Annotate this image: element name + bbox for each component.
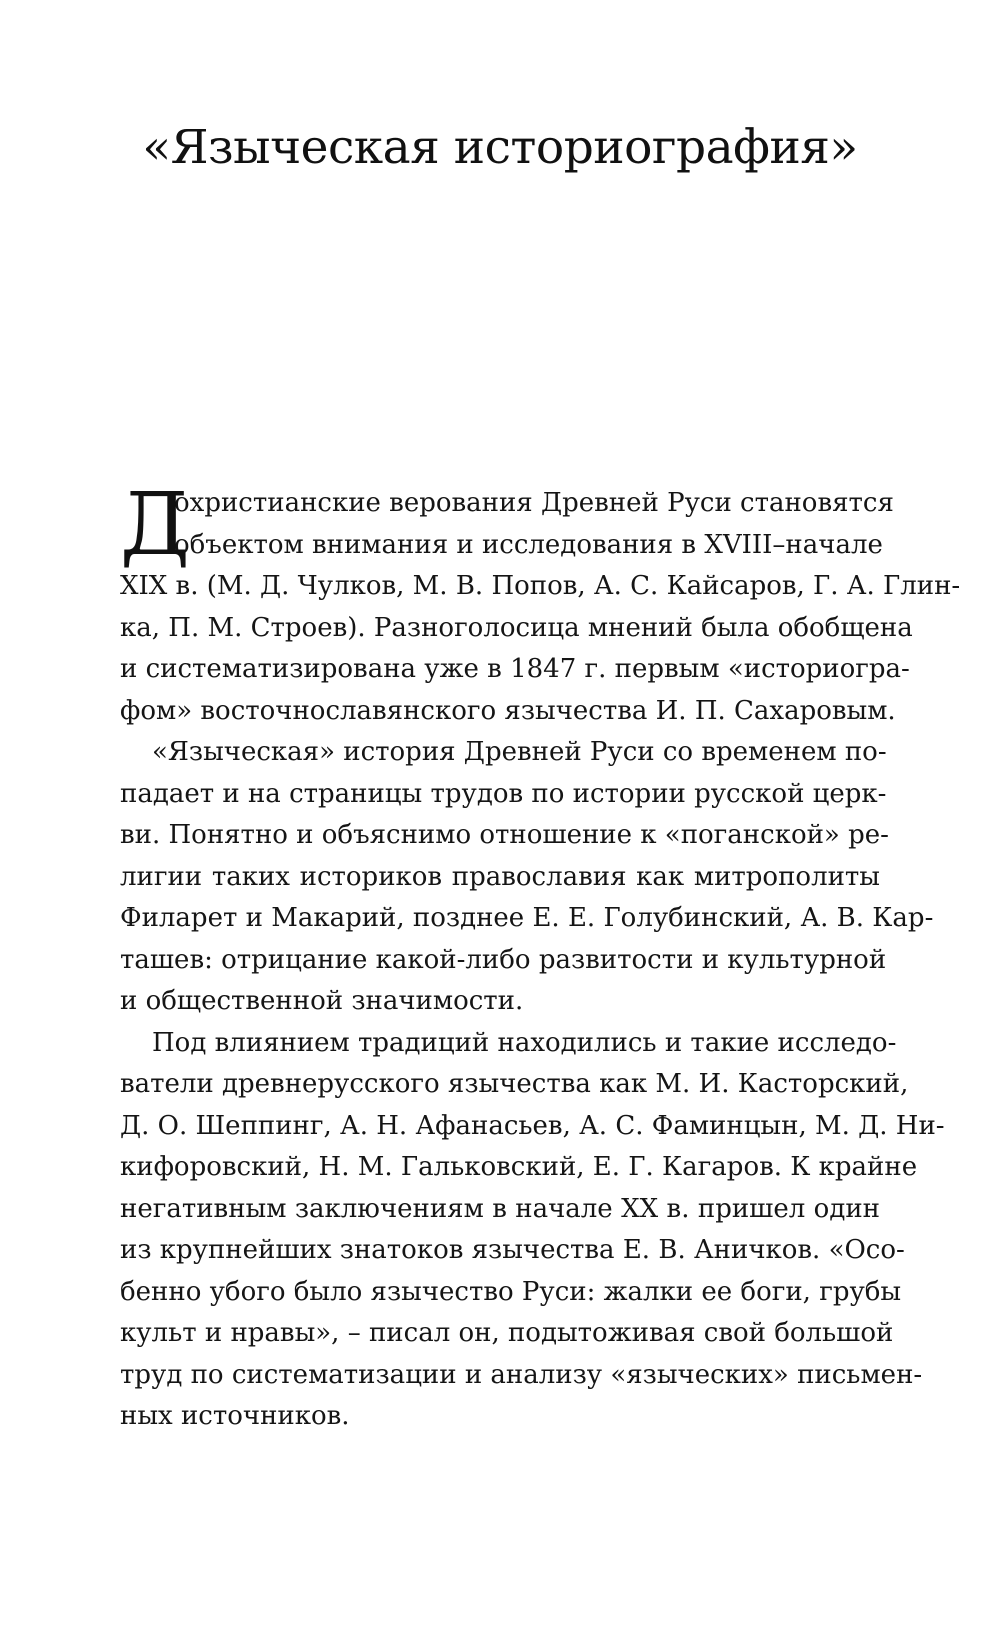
paragraph-1 bbox=[120, 475, 961, 732]
text-line: лигии таких историков православия как митрополиты bbox=[120, 861, 880, 892]
text-line: падает и на страницы трудов по истории русской церк- bbox=[120, 778, 887, 809]
text-line: культ и нравы», – писал он, подытоживая свой большой bbox=[120, 1318, 894, 1348]
text-line: XIX в. (М. Д. Чулков, М. В. Попов, А. С. Кайсаров, Г. А. Глин- bbox=[120, 571, 961, 601]
text-line: Д. О. Шеппинг, А. Н. Афанасьев, А. С. Фаминцын, М. Д. Ни- bbox=[120, 1110, 945, 1141]
text-line: «Языческая» история Древней Руси со временем по- bbox=[152, 737, 887, 767]
text-line: из крупнейших знатоков язычества Е. В. Аничков. «Осо- bbox=[120, 1235, 905, 1265]
text-line: и общественной значимости. bbox=[120, 986, 524, 1016]
text-line: негативным заключениям в начале XX в. пришел один bbox=[120, 1193, 880, 1224]
text-line: ви. Понятно и объяснимо отношение к «поганской» ре- bbox=[120, 820, 889, 850]
text-line: Под влиянием традиций находились и такие исследо- bbox=[152, 1027, 897, 1058]
text-line: бенно убого было язычество Руси: жалки ее боги, грубы bbox=[120, 1276, 902, 1307]
chapter-title: «Языческая историография» bbox=[142, 120, 858, 175]
paragraph-3 bbox=[120, 1023, 945, 1438]
text-line: ташев: отрицание какой-либо развитости и культурной bbox=[120, 944, 887, 975]
text-line: ка, П. М. Строев). Разноголосица мнений была обобщена bbox=[120, 612, 913, 643]
text-line: Филарет и Макарий, позднее Е. Е. Голубинский, А. В. Кар- bbox=[120, 903, 934, 933]
text-line: труд по систематизации и анализу «языческих» письмен- bbox=[120, 1359, 923, 1390]
text-line: фом» восточнославянского язычества И. П. Сахаровым. bbox=[120, 695, 896, 726]
text-line: ватели древнерусского язычества как М. И. Касторский, bbox=[120, 1069, 909, 1099]
body-text bbox=[120, 475, 961, 1438]
text-line: кифоровский, Н. М. Гальковский, Е. Г. Кагаров. К крайне bbox=[120, 1152, 918, 1182]
text-line: и систематизирована уже в 1847 г. первым «историогра- bbox=[120, 654, 910, 684]
text-line: ных источников. bbox=[120, 1401, 350, 1431]
paragraph-2 bbox=[120, 732, 934, 1023]
text-line: объектом внимания и исследования в XVIII–начале bbox=[174, 529, 883, 560]
drop-cap: Д bbox=[120, 475, 190, 575]
text-line: охристианские верования Древней Руси становятся bbox=[174, 488, 894, 518]
